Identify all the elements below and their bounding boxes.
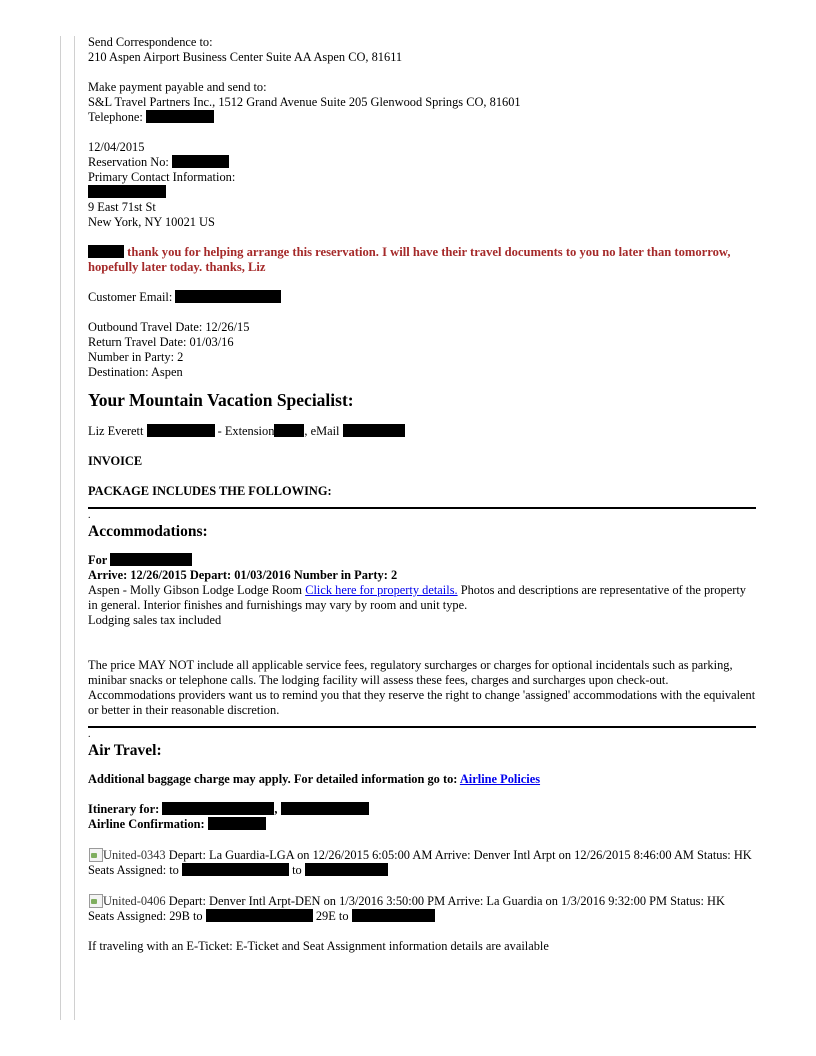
itinerary-label: Itinerary for: xyxy=(88,802,160,816)
seat-2-label: 29E to xyxy=(315,909,349,923)
redacted-seat-passenger-1 xyxy=(206,909,313,922)
primary-contact-name-row xyxy=(88,185,756,200)
redacted-specialist-phone xyxy=(147,424,215,437)
primary-contact-label: Primary Contact Information: xyxy=(88,170,236,184)
itinerary-row: Itinerary for: , xyxy=(88,802,756,817)
accommodation-for-row xyxy=(88,553,756,568)
redacted-traveler-2 xyxy=(281,802,369,815)
air-travel-heading: Air Travel: xyxy=(88,742,162,759)
baggage-row xyxy=(88,772,756,787)
flight-row xyxy=(88,847,756,863)
reservation-number-label: Reservation No: xyxy=(88,155,169,169)
seats-label: Seats Assigned: to xyxy=(88,863,179,877)
section-dot: . xyxy=(88,729,91,740)
flight-details: Depart: La Guardia-LGA on 12/26/2015 6:05:00 AM Arrive: Denver Intl Arpt on 12/26/2015 8:46:00 AM Status: HK xyxy=(168,848,752,862)
lodging-tax: Lodging sales tax included xyxy=(88,613,222,627)
telephone-row xyxy=(88,110,756,125)
property-description xyxy=(88,583,756,613)
redacted-telephone xyxy=(146,110,214,123)
accommodation-for-label: For xyxy=(88,553,108,567)
seats-row xyxy=(88,909,756,924)
redacted-seat-passenger-2 xyxy=(305,863,388,876)
email-label: , eMail xyxy=(304,424,340,438)
agent-note xyxy=(88,245,756,275)
left-margin-line xyxy=(60,36,61,1020)
airline-policies-link[interactable]: Airline Policies xyxy=(459,772,541,786)
flight-code: United-0343 xyxy=(103,848,166,862)
reservation-number-row xyxy=(88,155,756,170)
airline-logo-icon xyxy=(88,847,103,862)
payment-address: S&L Travel Partners Inc., 1512 Grand Avenue Suite 205 Glenwood Springs CO, 81601 xyxy=(88,95,521,109)
section-dot: . xyxy=(88,510,91,521)
section-divider xyxy=(88,726,756,728)
property-note: Photos and descriptions are representative of the property in general. Interior finishes and furnishings may vary by room and unit type. xyxy=(88,583,746,612)
package-includes: PACKAGE INCLUDES THE FOLLOWING: xyxy=(88,484,332,498)
redacted-traveler-1 xyxy=(162,802,274,815)
customer-email-row xyxy=(88,290,756,305)
property-name: Aspen - Molly Gibson Lodge Lodge Room xyxy=(88,583,303,597)
redacted-reservation-number xyxy=(172,155,229,168)
contact-street: 9 East 71st St xyxy=(88,200,156,214)
seats-label: Seats Assigned: 29B to xyxy=(88,909,203,923)
extension-label: - Extension xyxy=(217,424,275,438)
specialist-name: Liz Everett xyxy=(88,424,144,438)
correspondence-label: Send Correspondence to: xyxy=(88,35,213,49)
accommodations-heading: Accommodations: xyxy=(88,523,208,540)
redacted-confirmation xyxy=(208,817,266,830)
redacted-extension xyxy=(274,424,304,437)
correspondence-address: 210 Aspen Airport Business Center Suite AA Aspen CO, 81611 xyxy=(88,50,403,64)
redacted-seat-passenger-2 xyxy=(352,909,435,922)
redacted-seat-passenger-1 xyxy=(182,863,289,876)
airline-logo-icon xyxy=(88,893,103,908)
price-disclaimer: The price MAY NOT include all applicable service fees, regulatory surcharges or charges for optional incidentals such as parking, minibar snacks or telephone calls. The lodging facility will assess these fees, charges and surcharges upon check-out. Accommodations providers want us to remind you that they reserve the right to change 'assigned' accommodations with the equivalent or better in their reasonable discretion. xyxy=(88,658,756,717)
redacted-guest-name xyxy=(110,553,192,566)
seat-2-label: to xyxy=(292,863,302,877)
specialist-row xyxy=(88,424,756,439)
invoice-document xyxy=(88,35,756,954)
property-details-link[interactable]: Click here for property details. xyxy=(305,583,458,597)
section-divider xyxy=(88,507,756,509)
agent-note-text: thank you for helping arrange this reservation. I will have their travel documents to you no later than tomorrow, hopefully later today. thanks, Liz xyxy=(88,245,731,274)
flight-details: Depart: Denver Intl Arpt-DEN on 1/3/2016 3:50:00 PM Arrive: La Guardia on 1/3/2016 9:32:00 PM Status: HK xyxy=(168,894,725,908)
specialist-heading: Your Mountain Vacation Specialist: xyxy=(88,390,354,410)
payment-label: Make payment payable and send to: xyxy=(88,80,267,94)
party-size: Number in Party: 2 xyxy=(88,350,184,364)
customer-email-label: Customer Email: xyxy=(88,290,173,304)
baggage-notice: Additional baggage charge may apply. For detailed information go to: xyxy=(88,772,458,786)
arrival-details: Arrive: 12/26/2015 Depart: 01/03/2016 Number in Party: 2 xyxy=(88,568,398,582)
confirmation-row xyxy=(88,817,756,832)
contact-city: New York, NY 10021 US xyxy=(88,215,215,229)
redacted-note-name xyxy=(88,245,124,258)
return-date: Return Travel Date: 01/03/16 xyxy=(88,335,234,349)
redacted-contact-name xyxy=(88,185,166,198)
redacted-customer-email xyxy=(175,290,281,303)
outbound-date: Outbound Travel Date: 12/26/15 xyxy=(88,320,250,334)
seats-row xyxy=(88,863,756,878)
redacted-specialist-email xyxy=(343,424,405,437)
eticket-info: If traveling with an E-Ticket: E-Ticket and Seat Assignment information details are available xyxy=(88,939,549,953)
flight-code: United-0406 xyxy=(103,894,166,908)
telephone-label: Telephone: xyxy=(88,110,143,124)
invoice-title: INVOICE xyxy=(88,454,143,468)
confirmation-label: Airline Confirmation: xyxy=(88,817,205,831)
reservation-date: 12/04/2015 xyxy=(88,140,145,154)
destination: Destination: Aspen xyxy=(88,365,183,379)
left-margin-line-inner xyxy=(74,36,75,1020)
flight-row xyxy=(88,893,756,909)
